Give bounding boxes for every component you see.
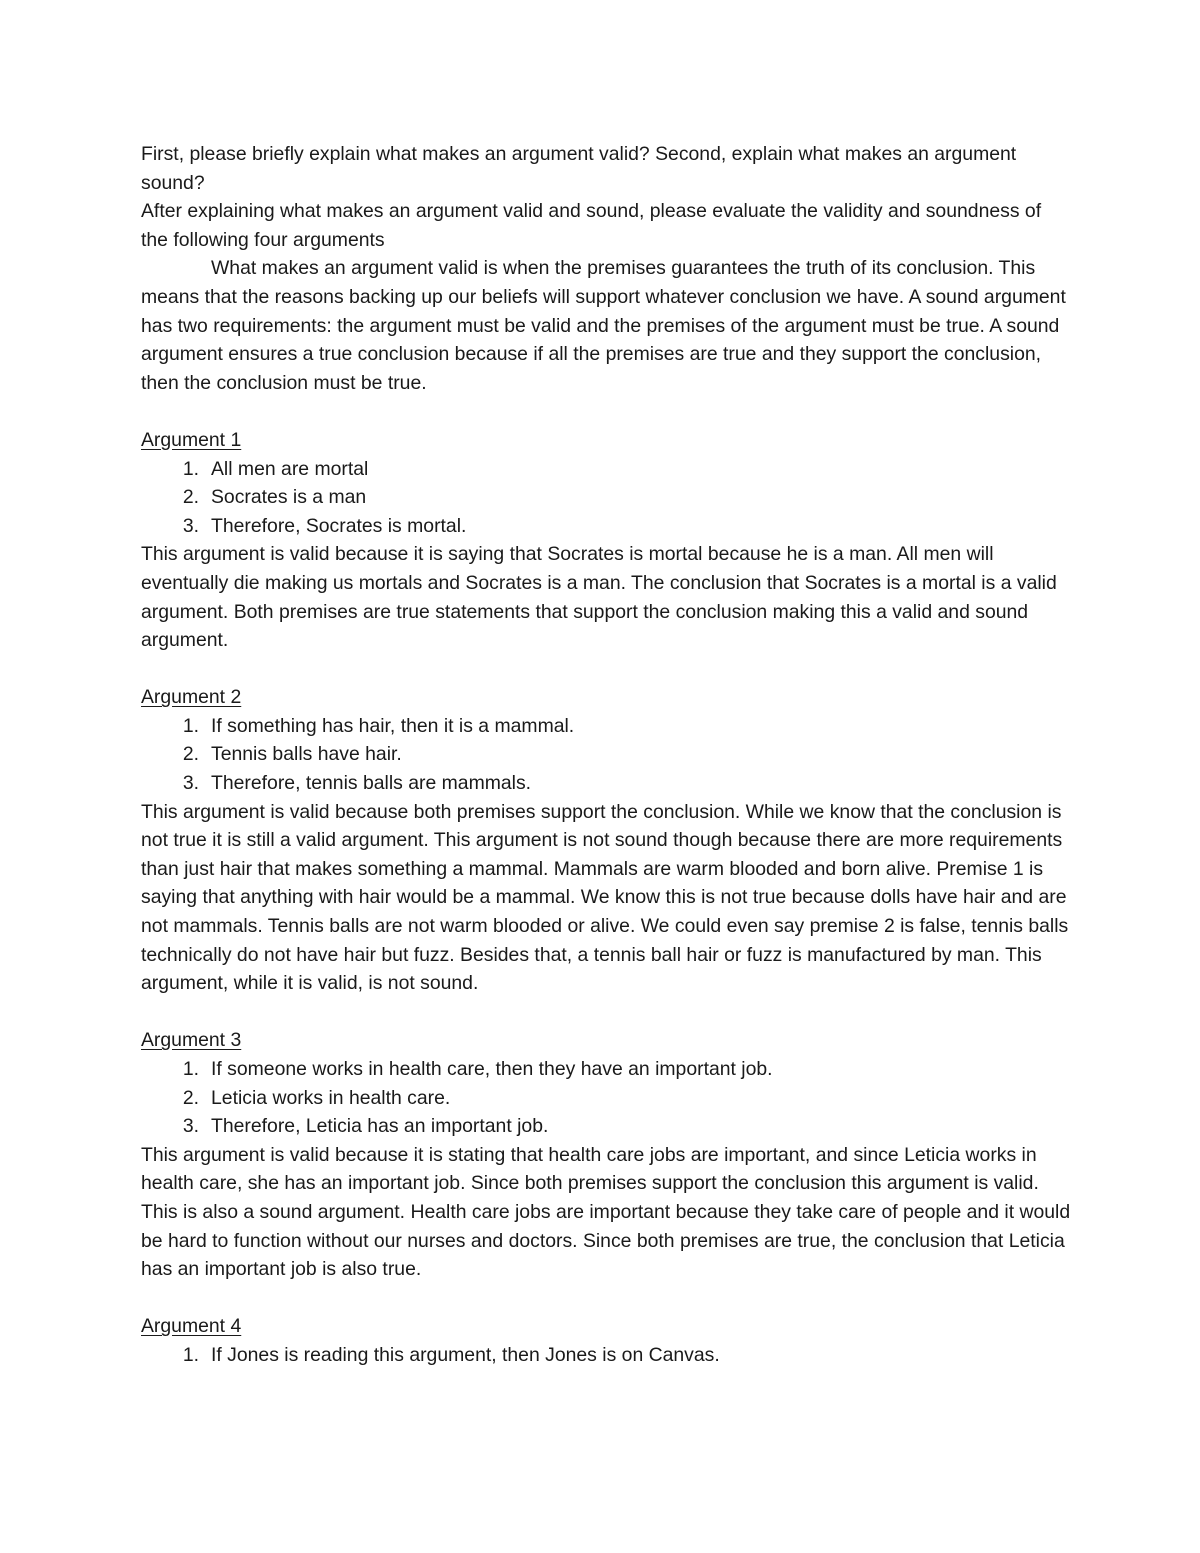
- argument-4-section: [141, 1312, 1071, 1369]
- premise-number: 3.: [182, 772, 199, 795]
- premise-number: 3.: [182, 514, 199, 537]
- premise-text: Therefore, Socrates is mortal.: [211, 514, 467, 537]
- premise-text: Leticia works in health care.: [211, 1086, 451, 1109]
- premise-text: If something has hair, then it is a mammal.: [211, 714, 575, 737]
- argument-4-premises: [141, 1341, 1071, 1370]
- premise-number: 3.: [182, 1115, 199, 1138]
- spacer: [141, 397, 1071, 426]
- premise-number: 1.: [182, 1058, 199, 1080]
- argument-1-premises: [141, 455, 1071, 541]
- argument-2-premises: [141, 712, 1071, 798]
- premise-text: If Jones is reading this argument, then Jones is on Canvas.: [211, 1343, 720, 1366]
- document-page: [141, 140, 1071, 1370]
- spacer: [141, 655, 1071, 684]
- spacer: [141, 1284, 1071, 1313]
- argument-3-section: [141, 1026, 1071, 1283]
- argument-3-premises: [141, 1055, 1071, 1141]
- premise-number: 1.: [182, 1343, 199, 1366]
- premise-number: 1.: [182, 457, 199, 480]
- premise-item: [141, 1112, 1071, 1141]
- premise-text: Tennis balls have hair.: [211, 743, 402, 766]
- argument-1-section: [141, 426, 1071, 655]
- intro-paragraph: What makes an argument valid is when the premises guarantees the truth of its conclusion. This means that the reasons backing up our beliefs will support whatever conclusion we have. A sound argument has two requirements: the argument must be valid and the premises of the argument must be true. A sound argument ensures a true conclusion because if all the premises are true and they support the conclusion, then the conclusion must be true.: [141, 257, 1066, 394]
- premise-item: [141, 740, 1071, 769]
- premise-item: [141, 769, 1071, 798]
- question-instruction: After explaining what makes an argument valid and sound, please evaluate the validity and soundness of the following four arguments: [141, 200, 1042, 251]
- premise-item: [141, 512, 1071, 541]
- premise-item: [141, 483, 1071, 512]
- premise-text: Socrates is a man: [211, 486, 367, 509]
- premise-item: [141, 712, 1071, 741]
- argument-2-section: [141, 683, 1071, 998]
- argument-1-evaluation: This argument is valid because it is saying that Socrates is mortal because he is a man. All men will eventually die making us mortals and Socrates is a man. The conclusion that Socrates is a mortal is a valid argument. Both premises are true statements that support the conclusion making this a valid and sound argument.: [141, 543, 1057, 652]
- argument-4-heading: Argument 4: [141, 1315, 242, 1338]
- argument-3-evaluation: This argument is valid because it is stating that health care jobs are important, and since Leticia works in health care, she has an important job. Since both premises support the conclusion this argument is valid. This is also a sound argument. Health care jobs are important because they take care of people and it would be hard to function without our nurses and doctors. Since both premises are true, the conclusion that Leticia has an important job is also true.: [141, 1143, 1071, 1281]
- premise-item: [141, 1055, 1071, 1084]
- argument-2-heading: Argument 2: [141, 686, 242, 709]
- premise-item: [141, 1084, 1071, 1113]
- argument-1-heading: Argument 1: [141, 428, 242, 451]
- question-text: First, please briefly explain what makes an argument valid? Second, explain what makes an argument sound?: [141, 143, 1017, 194]
- premise-text: Therefore, tennis balls are mammals.: [211, 772, 532, 795]
- premise-number: 2.: [182, 486, 199, 509]
- premise-text: Therefore, Leticia has an important job.: [211, 1115, 549, 1138]
- premise-number: 1.: [182, 714, 199, 737]
- premise-number: 2.: [182, 743, 199, 766]
- spacer: [141, 998, 1071, 1027]
- premise-number: 2.: [182, 1086, 199, 1109]
- argument-2-evaluation: This argument is valid because both premises support the conclusion. While we know that the conclusion is not true it is still a valid argument. This argument is not sound though because there are more requirements than just hair that makes something a mammal. Mammals are warm blooded and born alive. Premise 1 is saying that anything with hair would be a mammal. We know this is not true because dolls have hair and are not mammals. Tennis balls are not warm blooded or alive. We could even say premise 2 is false, tennis balls technically do not have hair but fuzz. Besides that, a tennis ball hair or fuzz is manufactured by man. This argument, while it is valid, is not sound.: [141, 800, 1069, 995]
- premise-item: [141, 455, 1071, 484]
- argument-3-heading: Argument 3: [141, 1029, 242, 1052]
- premise-text: All men are mortal: [211, 457, 369, 480]
- premise-item: [141, 1341, 1071, 1370]
- premise-text: If someone works in health care, then they have an important job.: [211, 1058, 773, 1080]
